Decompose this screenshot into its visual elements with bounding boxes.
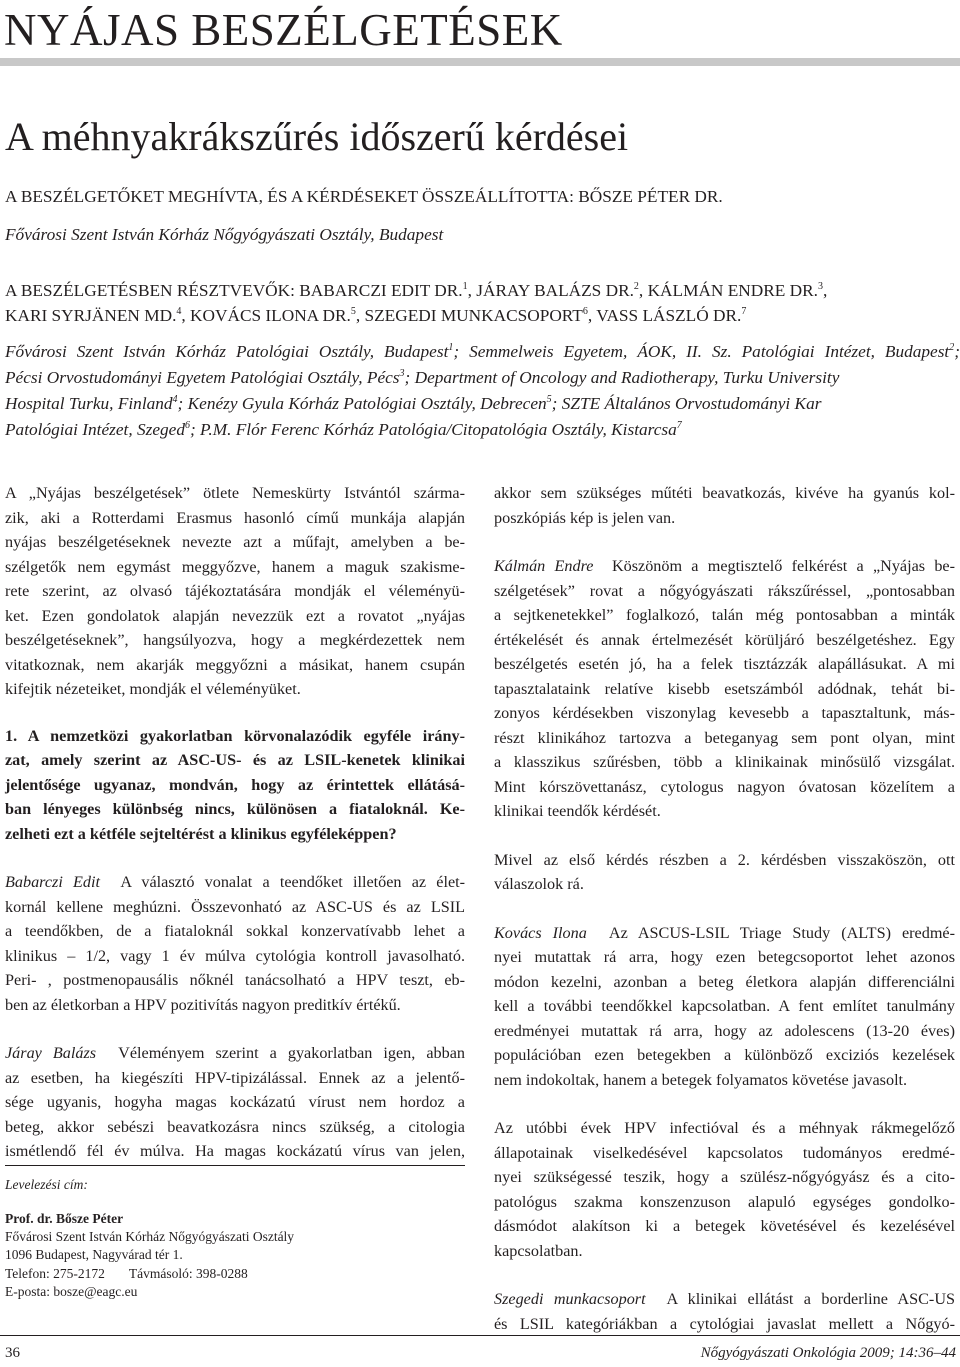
answer-jaray: Járay Balázs Véleményem szerint a gyakorlatban igen, abban az esetben, ha kiegészíti HPV-tipizálással. Ennek az a jelentő- sége ugyanis, hogyha magas kockázatú vírust nem hordoz a beteg, akkor sebészi beavatkozásra nincs szükség, a citologia ismétlendő fél év múlva. Ha magas kockázatú vírus van jelen, (5, 1044, 466, 1160)
answer-jaray-continued: akkor sem szükséges műtéti beavatkozás, kivéve ha gyanús kol- poszkópiás kép is jelen van. (494, 484, 955, 527)
correspondence-street: 1096 Budapest, Nagyvárad tér 1. (5, 1247, 183, 1263)
organizer-affiliation: Fővárosi Szent István Kórház Nőgyógyászati Osztály, Budapest (5, 225, 444, 244)
correspondence-name: Prof. dr. Bősze Péter (5, 1211, 124, 1226)
intro-paragraph: A „Nyájas beszélgetések” ötlete Nemeskürty Istvántól szárma- zik, aki a Rotterdami Erasmus hasonló című munkája alapján nyájas beszélgetéseknek nevezte azt a műfajt, amelyben a be- szélgetők nem egymást meggyőzve, hanem a maguk szakisme- rete szerint, az olvasó tájékoztatására mondják el véleményü- ket. Ezen gondolatok alapján nevezzük ezt a rovatot „nyájas beszélgetéseknek”, hangsúlyozva, hogy a megkérdezettek nem vitatkoznak, nem akarják meggyőzni a másikat, hanem csupán kifejtik nézeteiket, mondják el véleményüket. (5, 484, 465, 698)
page-number: 36 (5, 1345, 20, 1361)
correspondence-institution: Fővárosi Szent István Kórház Nőgyógyászati Osztály (5, 1229, 295, 1245)
answer-szegedi: Szegedi munkacsoport A klinikai ellátást a borderline ASC-US és LSIL kategóriákban a cytológiai javaslat mellett a Nőgyó- (494, 1290, 956, 1333)
answer-babarczi: Babarczi Edit A választó vonalat a teendőket illetően az élet- kornál kellene meghúzni. Összevonható az ASC-US és az LSIL a teendőkben, de a fiataloknál sokkal konzervatívabb lehet a klinikus – 1/2, vagy 1 év múlva cytológia kontroll javasolható. Peri- , postmenopausális nőknél tanácsolható a HPV teszt, eb- ben az életkorban a HPV pozitivítás nagyon preditkív értékű. (5, 873, 466, 1014)
correspondence-address (5, 1210, 294, 1301)
correspondence-email: E-posta: bosze@eagc.eu (5, 1283, 138, 1299)
footer-rule (0, 1335, 960, 1336)
footnote-rule (5, 1165, 465, 1166)
participants-line-2: KARI SYRJÄNEN MD.$^4$, KOVÁCS ILONA DR.$^5$, SZEGEDI MUNKACSOPORT$^6$, VASS LÁSZLÓ DR.$^7$ (5, 306, 747, 325)
answer-kovacs: Kovács Ilona Az ASCUS-LSIL Triage Study (ALTS) eredmé- nyei mutattak rá arra, hogy ezen betegcsoportot lehet azonos módon kezelni, azonban a beteg életkora alapján differenciálni kell a további teendőkkel kapcsolatban. A fent említet tanulmány eredményei mutattak rá arra, hogy az adolescens (13-20 éves) populációban ezen betegekben a különböző exciziós kezelések nem indokoltak, hanem a betegek folyamatos követése javasolt. (494, 923, 955, 1089)
answer-kalman: Kálmán Endre Köszönöm a megtisztelő felkérést a „Nyájas be- szélgetések” rovat a nőgyógyászati rákszűréssel, „pontosabban a sejtkenetekkel” foglalkozó, talán még pontosabban a minták értékelését és annak értelmezését körüljáró beszélgetéshez. Egy beszélgetés esetén jó, ha a felek tisztázzák alapállásukat. A mi tapasztalataink relatíve kisebb esetszámból adódnak, tehát bi- zonyos kérdésekben viszonylag kevesebb a tapasztaltunk, más- részt klinikához tartozva a beteganyag sem pont olyan, mint a klasszikus szűrésben, több a klinikainak minősülő vizsgálat. Mint kórszövettanász, cytologus nagyon óvatosan közelítem a klinikai teendők kérdését. (494, 557, 955, 820)
correspondence-phone-fax: Telefon: 275-2172 Távmásoló: 398-0288 (5, 1265, 248, 1281)
question-1: 1. A nemzetközi gyakorlatban körvonalazódik egyféle irány- zat, amely szerint az ASC-US- és az LSIL-kenetek klinikai jelentősége ugyanaz, mondván, hogy az érintettek ellátásá- ban lényeges különbség nincs, különösen a fiataloknál. Ke- zelheti ezt a kétféle sejteltérést a klinikus egyféleképpen? (5, 726, 465, 843)
affiliations: Fővárosi Szent István Kórház Patológiai Osztály, Budapest$^1$; Semmelweis Egyetem, ÁOK, II. Sz. Patológiai Intézet, Budapest$^2$; Pécsi Orvostudományi Egyetem Patológiai Osztály, Pécs$^3$; Department of Oncology and Radiotherapy, Turku University Hospital Turku, Finland$^4$; Kenézy Gyula Kórház Patológiai Osztály, Debrecen$^5$; SZTE Általános Orvostudományi Kar Patológiai Intézet, Szeged$^6$; P.M. Flór Ferenc Kórház Patológia/Citopatológia Osztály, Kistarcsa$^7$ (5, 342, 960, 439)
correspondence-label: Levelezési cím: (5, 1177, 88, 1192)
journal-citation: Nőgyógyászati Onkológia 2009; 14:36–44 (700, 1345, 956, 1361)
section-title: NYÁJAS BESZÉLGETÉSEK (4, 5, 563, 55)
right-column (494, 481, 955, 1336)
answer-kalman-2: Mivel az első kérdés részben a 2. kérdésben visszaköszön, ott válaszolok rá. (494, 850, 955, 893)
left-column (5, 481, 465, 1164)
header-rule (0, 58, 960, 66)
organizer-line: A BESZÉLGETŐKET MEGHÍVTA, ÉS A KÉRDÉSEKET ÖSSZEÁLLÍTOTTA: BŐSZE PÉTER DR. (5, 187, 723, 206)
article-title: A méhnyakrákszűrés időszerű kérdései (5, 114, 629, 159)
paragraph-hpv: Az utóbbi évek HPV infectióval és a méhnyak rákmegelőző állapotainak viselkedésével kapcsolatos tudományos eredmé- nyei szükségessé teszik, hogy a szülész-nőgyógyász és a cito- patológus szakma konszenzuson alapuló egységes gondolko- dásmódot alakítson ki a betegek követésével és kezelésével kapcsolatban. (494, 1119, 955, 1260)
participants-line-1: A BESZÉLGETÉSBEN RÉSZTVEVŐK: BABARCZI EDIT DR.$^1$, JÁRAY BALÁZS DR.$^2$, KÁLMÁN ENDRE DR.$^3$, (5, 281, 828, 300)
